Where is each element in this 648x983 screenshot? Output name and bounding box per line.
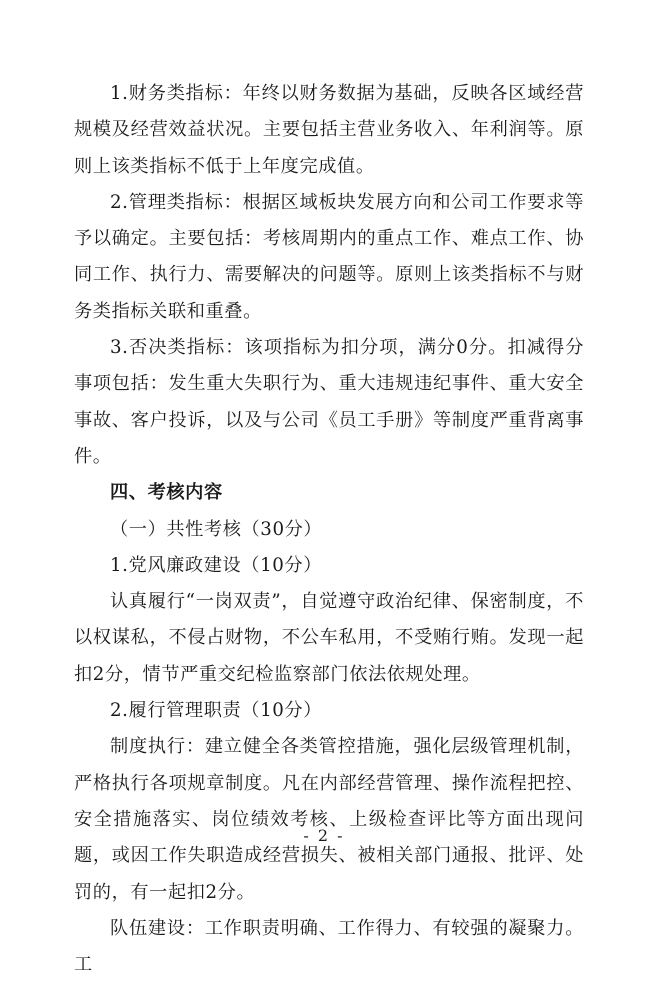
paragraph-system-execution: 制度执行：建立健全各类管控措施，强化层级管理机制，严格执行各项规章制度。凡在内部经营管理、操作流程把控、安全措施落实、岗位绩效考核、上级检查评比等方面出现问题，或因工作失职造成经营损失、被相关部门通报、批评、处罚的，有一起扣2分。 xyxy=(74,736,584,903)
item-heading-management-duties: 2.履行管理职责（10分） xyxy=(110,700,322,722)
paragraph-team-building: 队伍建设：工作职责明确、工作得力、有较强的凝聚力。工 xyxy=(74,917,584,976)
item-heading-party-conduct: 1.党风廉政建设（10分） xyxy=(110,554,322,576)
body-text xyxy=(74,76,584,983)
paragraph-party-conduct: 认真履行“一岗双责”，自觉遵守政治纪律、保密制度，不以权谋私，不侵占财物，不公车私用，不受贿行贿。发现一起扣2分，情节严重交纪检监察部门依法依规处理。 xyxy=(74,591,584,685)
paragraph-veto-indicators: 3.否决类指标：该项指标为扣分项，满分0分。扣减得分事项包括：发生重大失职行为、重大违规违纪事件、重大安全事故、客户投诉，以及与公司《员工手册》等制度严重背离事件。 xyxy=(74,337,584,467)
section-heading-assessment-content: 四、考核内容 xyxy=(110,482,223,504)
paragraph-financial-indicators: 1.财务类指标：年终以财务数据为基础，反映各区域经营规模及经营效益状况。主要包括主营业务收入、年利润等。原则上该类指标不低于上年度完成值。 xyxy=(74,83,584,177)
paragraph-management-indicators: 2.管理类指标：根据区域板块发展方向和公司工作要求等予以确定。主要包括：考核周期内的重点工作、难点工作、协同工作、执行力、需要解决的问题等。原则上该类指标不与财务类指标关联和重叠。 xyxy=(74,191,584,322)
page-number: - 2 - xyxy=(303,826,345,845)
subsection-heading-common-assessment: （一）共性考核（30分） xyxy=(110,518,323,540)
